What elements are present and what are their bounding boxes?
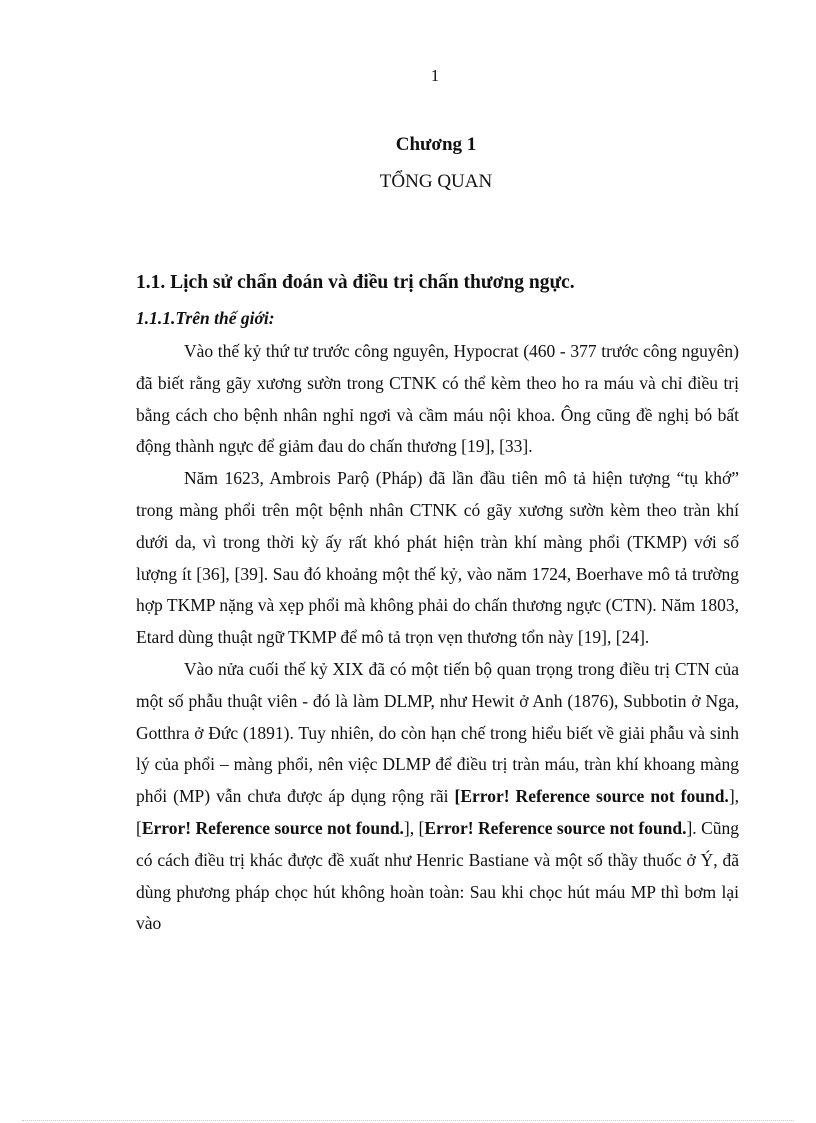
section-heading: 1.1. Lịch sử chẩn đoán và điều trị chấn thương ngực. xyxy=(136,272,575,293)
paragraph-text: ]. Cũng có cách điều trị khác được đề xuất như Henric Bastiane và một số thầy thuốc ở Ý, đã dùng phương pháp chọc hút không hoàn toàn: Sau khi chọc hút máu MP thì bơm lại vào xyxy=(136,817,740,934)
reference-error: Error! Reference source not found. xyxy=(460,786,729,807)
paragraph-drainage xyxy=(136,654,739,940)
chapter-title: TỔNG QUAN xyxy=(379,171,493,192)
reference-error: Error! Reference source not found. xyxy=(141,817,404,838)
page-number: 1 xyxy=(430,66,440,85)
reference-bracket: [ xyxy=(454,786,461,807)
reference-separator: ], [ xyxy=(136,786,740,838)
chapter-label: Chương 1 xyxy=(395,134,477,155)
subsection-heading: 1.1.1.Trên thế giới: xyxy=(136,308,275,328)
paragraph-ambrois-paro: Năm 1623, Ambrois Parộ (Pháp) đã lần đầu tiên mô tả hiện tượng “tụ khớ” trong màng phổi trên một bệnh nhân CTNK có gãy xương sườn kèm theo tràn khí dưới da, vì trong thời kỳ ấy rất khó phát hiện tràn khí màng phổi (TKMP) với số lượng ít [36], [39]. Sau đó khoảng một thế kỷ, vào năm 1724, Boerhave mô tả trường hợp TKMP nặng và xẹp phổi mà không phải do chấn thương ngực (CTN). Năm 1803, Etard dùng thuật ngữ TKMP để mô tả trọn vẹn thương tổn này [19], [24]. xyxy=(136,468,739,648)
reference-error: Error! Reference source not found. xyxy=(424,817,687,838)
reference-separator: ], [ xyxy=(403,817,425,838)
footer-divider xyxy=(22,1120,794,1121)
body-text xyxy=(136,336,739,940)
paragraph-hypocrat: Vào thế kỷ thứ tư trước công nguyên, Hypocrat (460 - 377 trước công nguyên) đã biết rằng gãy xương sườn trong CTNK có thể kèm theo ho ra máu và chỉ điều trị bằng cách cho bệnh nhân nghỉ ngơi và cầm máu nội khoa. Ông cũng đề nghị bó bất động thành ngực để giảm đau do chấn thương [19], [33]. xyxy=(136,341,739,457)
paragraph-text: Vào nửa cuối thế kỷ XIX đã có một tiến bộ quan trọng trong điều trị CTN của một số phẫu thuật viên - đó là làm DLMP, như Hewit ở Anh (1876), Subbotin ở Nga, Gotthra ở Đức (1891). Tuy nhiên, do còn hạn chế trong hiểu biết về giải phẫu và sinh lý của phổi – màng phổi, nên việc DLMP để điều trị tràn máu, tràn khí khoang màng phổi (MP) vẫn chưa được áp dụng rộng rãi xyxy=(136,658,739,807)
